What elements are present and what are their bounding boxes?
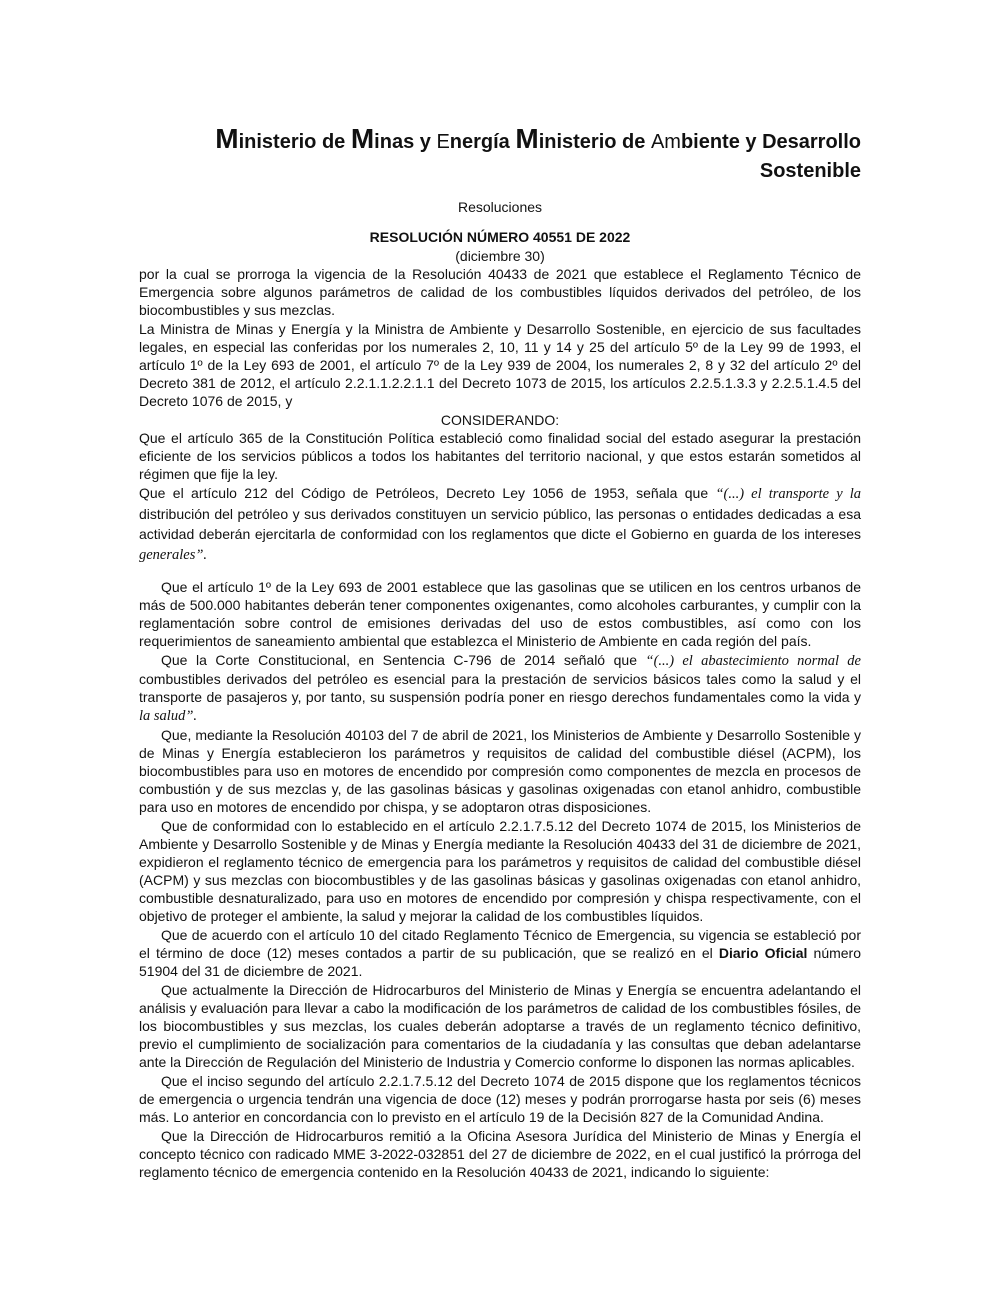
text-run: distribución del petróleo y sus derivados constituyen un servicio público, las personas o entidades dedicadas a esa actividad deberán ejercitarla de conformidad con los reglamentos que dicte el Gobierno en guarda de los intereses bbox=[139, 506, 861, 543]
paragraph-3: Que el artículo 1º de la Ley 693 de 2001 establece que las gasolinas que se utilicen en los centros urbanos de más de 500.000 habitantes deberán tener componentes oxigenantes, como alcoholes carburantes, y cumplir con la reglamentación sobre control de emisiones derivadas del uso de estos combustibles, así como con los requerimientos de saneamiento ambiental que establezca el Ministerio de Ambiente en cada región del país. bbox=[139, 579, 861, 650]
paragraph-9: Que el inciso segundo del artículo 2.2.1.7.5.12 del Decreto 1074 de 2015 dispone que los reglamentos técnicos de emergencia o urgencia tendrán una vigencia de doce (12) meses y podrán prorrogarse hasta por seis (6) meses más. Lo anterior en concordancia con lo previsto en el artículo 19 de la Decisión 827 de la Comunidad Andina. bbox=[139, 1073, 861, 1126]
text-run: combustibles derivados del petróleo es esencial para la prestación de servicios básicos tales como la salud y el transporte de pasajeros y, por tanto, su suspensión podría poner en riesgo derechos fundamentales como la vida y bbox=[139, 671, 861, 706]
title-fragment: E bbox=[436, 131, 450, 153]
paragraph-1: Que el artículo 365 de la Constitución Política estableció como finalidad social del estado asegurar la prestación eficiente de los servicios públicos a todos los habitantes del territorio nacional, y que estos estarán sometidos al régimen que fije la ley. bbox=[139, 429, 861, 483]
bold-run: Diario Oficial bbox=[718, 945, 808, 962]
text-run: número 51904 del 31 de diciembre de 2021. bbox=[139, 945, 861, 980]
paragraph-4 bbox=[139, 651, 861, 725]
resolution-summary: por la cual se prorroga la vigencia de la Resolución 40433 de 2021 que establece el Reglamento Técnico de Emergencia sobre algunos parámetros de calidad de los combustibles líquidos derivados del petróleo, de los biocombustibles y sus mezclas. bbox=[139, 266, 861, 319]
considerando-heading: CONSIDERANDO: bbox=[440, 411, 560, 428]
body-paragraphs bbox=[139, 578, 861, 1181]
paragraph-2 bbox=[139, 483, 861, 565]
title-fragment: inisterio de bbox=[238, 131, 351, 153]
text-run: Que de acuerdo con el artículo 10 del citado Reglamento Técnico de Emergencia, su vigencia se estableció por el término de doce (12) meses contados a partir de su publicación, que se realizó en el bbox=[139, 927, 861, 962]
title-fragment: nergía bbox=[449, 131, 516, 153]
text-run: Que el artículo 212 del Código de Petróleos, Decreto Ley 1056 de 1953, señala que bbox=[139, 485, 716, 502]
resolution-number: RESOLUCIÓN NÚMERO 40551 DE 2022 bbox=[369, 229, 631, 245]
title-line-2: Sostenible bbox=[759, 160, 861, 182]
title-fragment: inisterio de bbox=[538, 131, 651, 153]
paragraph-5: Que, mediante la Resolución 40103 del 7 de abril de 2021, los Ministerios de Ambiente y Desarrollo Sostenible y de Minas y Energía establecieron los parámetros y requisitos de calidad del combustible diésel (ACPM), los biocombustibles para uso en motores de encendido por compresión como componentes de mezcla en procesos de combustión y de sus mezclas y, de las gasolinas básicas y gasolinas oxigenadas con etanol anhidro, combustible para uso en motores de encendido por chispa, y se adoptaron otras disposiciones. bbox=[139, 727, 861, 816]
paragraph-6: Que de conformidad con lo establecido en el artículo 2.2.1.7.5.12 del Decreto 1074 de 2015, los Ministerios de Ambiente y Desarrollo Sostenible y de Minas y Energía mediante la Resolución 40433 del 31 de diciembre de 2021, expidieron el reglamento técnico de emergencia para los parámetros y requisitos de calidad del combustible diésel (ACPM) y sus mezclas con biocombustibles y de las gasolinas básicas y gasolinas oxigenadas con etanol anhidro, combustible desnaturalizado, para uso en motores de encendido por compresión y chispa respectivamente, con el objetivo de proteger el ambiente, la salud y mejorar la calidad de los combustibles líquidos. bbox=[139, 818, 861, 925]
title-initial: M bbox=[350, 123, 375, 154]
quote-run: “(...) el abastecimiento normal de bbox=[645, 653, 861, 670]
page-title bbox=[139, 124, 861, 186]
paragraph-10: Que la Dirección de Hidrocarburos remitió a la Oficina Asesora Jurídica del Ministerio de Minas y Energía el concepto técnico con radicado MME 3-2022-032851 del 27 de diciembre de 2022, en el cual justificó la prórroga del reglamento técnico de emergencia contenido en la Resolución 40433 de 2021, indicando lo siguiente: bbox=[139, 1128, 861, 1181]
paragraph-7 bbox=[139, 926, 861, 980]
document-page bbox=[139, 124, 861, 1181]
text-run: Que la Corte Constitucional, en Sentencia C-796 de 2014 señaló que bbox=[161, 652, 646, 669]
section-label: Resoluciones bbox=[457, 199, 543, 215]
title-fragment: biente y Desarrollo bbox=[680, 131, 861, 153]
preamble: La Ministra de Minas y Energía y la Ministra de Ambiente y Desarrollo Sostenible, en ejercicio de sus facultades legales, en especial las conferidas por los numerales 2, 10, 11 y 14 y 25 del artículo 5º de la Ley 99 de 1993, el artículo 1º de la Ley 693 de 2001, el artículo 7º de la Ley 939 de 2004, los numerales 2, 8 y 32 del artículo 2º del Decreto 381 de 2012, el artículo 2.2.1.1.2.2.1.1 del Decreto 1073 de 2015, los artículos 2.2.5.1.3.3 y 2.2.5.1.4.5 del Decreto 1076 de 2015, y bbox=[139, 320, 861, 410]
title-fragment: Am bbox=[650, 131, 681, 153]
quote-run: la salud”. bbox=[139, 708, 198, 725]
quote-run: “(...) el transporte y la bbox=[715, 486, 861, 503]
title-initial: M bbox=[215, 123, 239, 154]
paragraph-8: Que actualmente la Dirección de Hidrocarburos del Ministerio de Minas y Energía se encuentra adelantando el análisis y evaluación para llevar a cabo la modificación de los parámetros de calidad de los combustibles fósiles, de los biocombustibles y sus mezclas, los cuales deberán adoptarse a través de un reglamento técnico definitivo, previo el cumplimiento de socialización para comentarios de la ciudadanía y las consultas que deban adelantarse ante la Dirección de Regulación del Ministerio de Industria y Comercio conforme lo disponen las normas aplicables. bbox=[139, 982, 861, 1071]
resolution-date: (diciembre 30) bbox=[455, 248, 545, 264]
title-initial: M bbox=[515, 123, 539, 154]
spacer bbox=[139, 565, 861, 577]
title-fragment: inas y bbox=[374, 131, 437, 153]
quote-run: generales”. bbox=[139, 547, 208, 564]
